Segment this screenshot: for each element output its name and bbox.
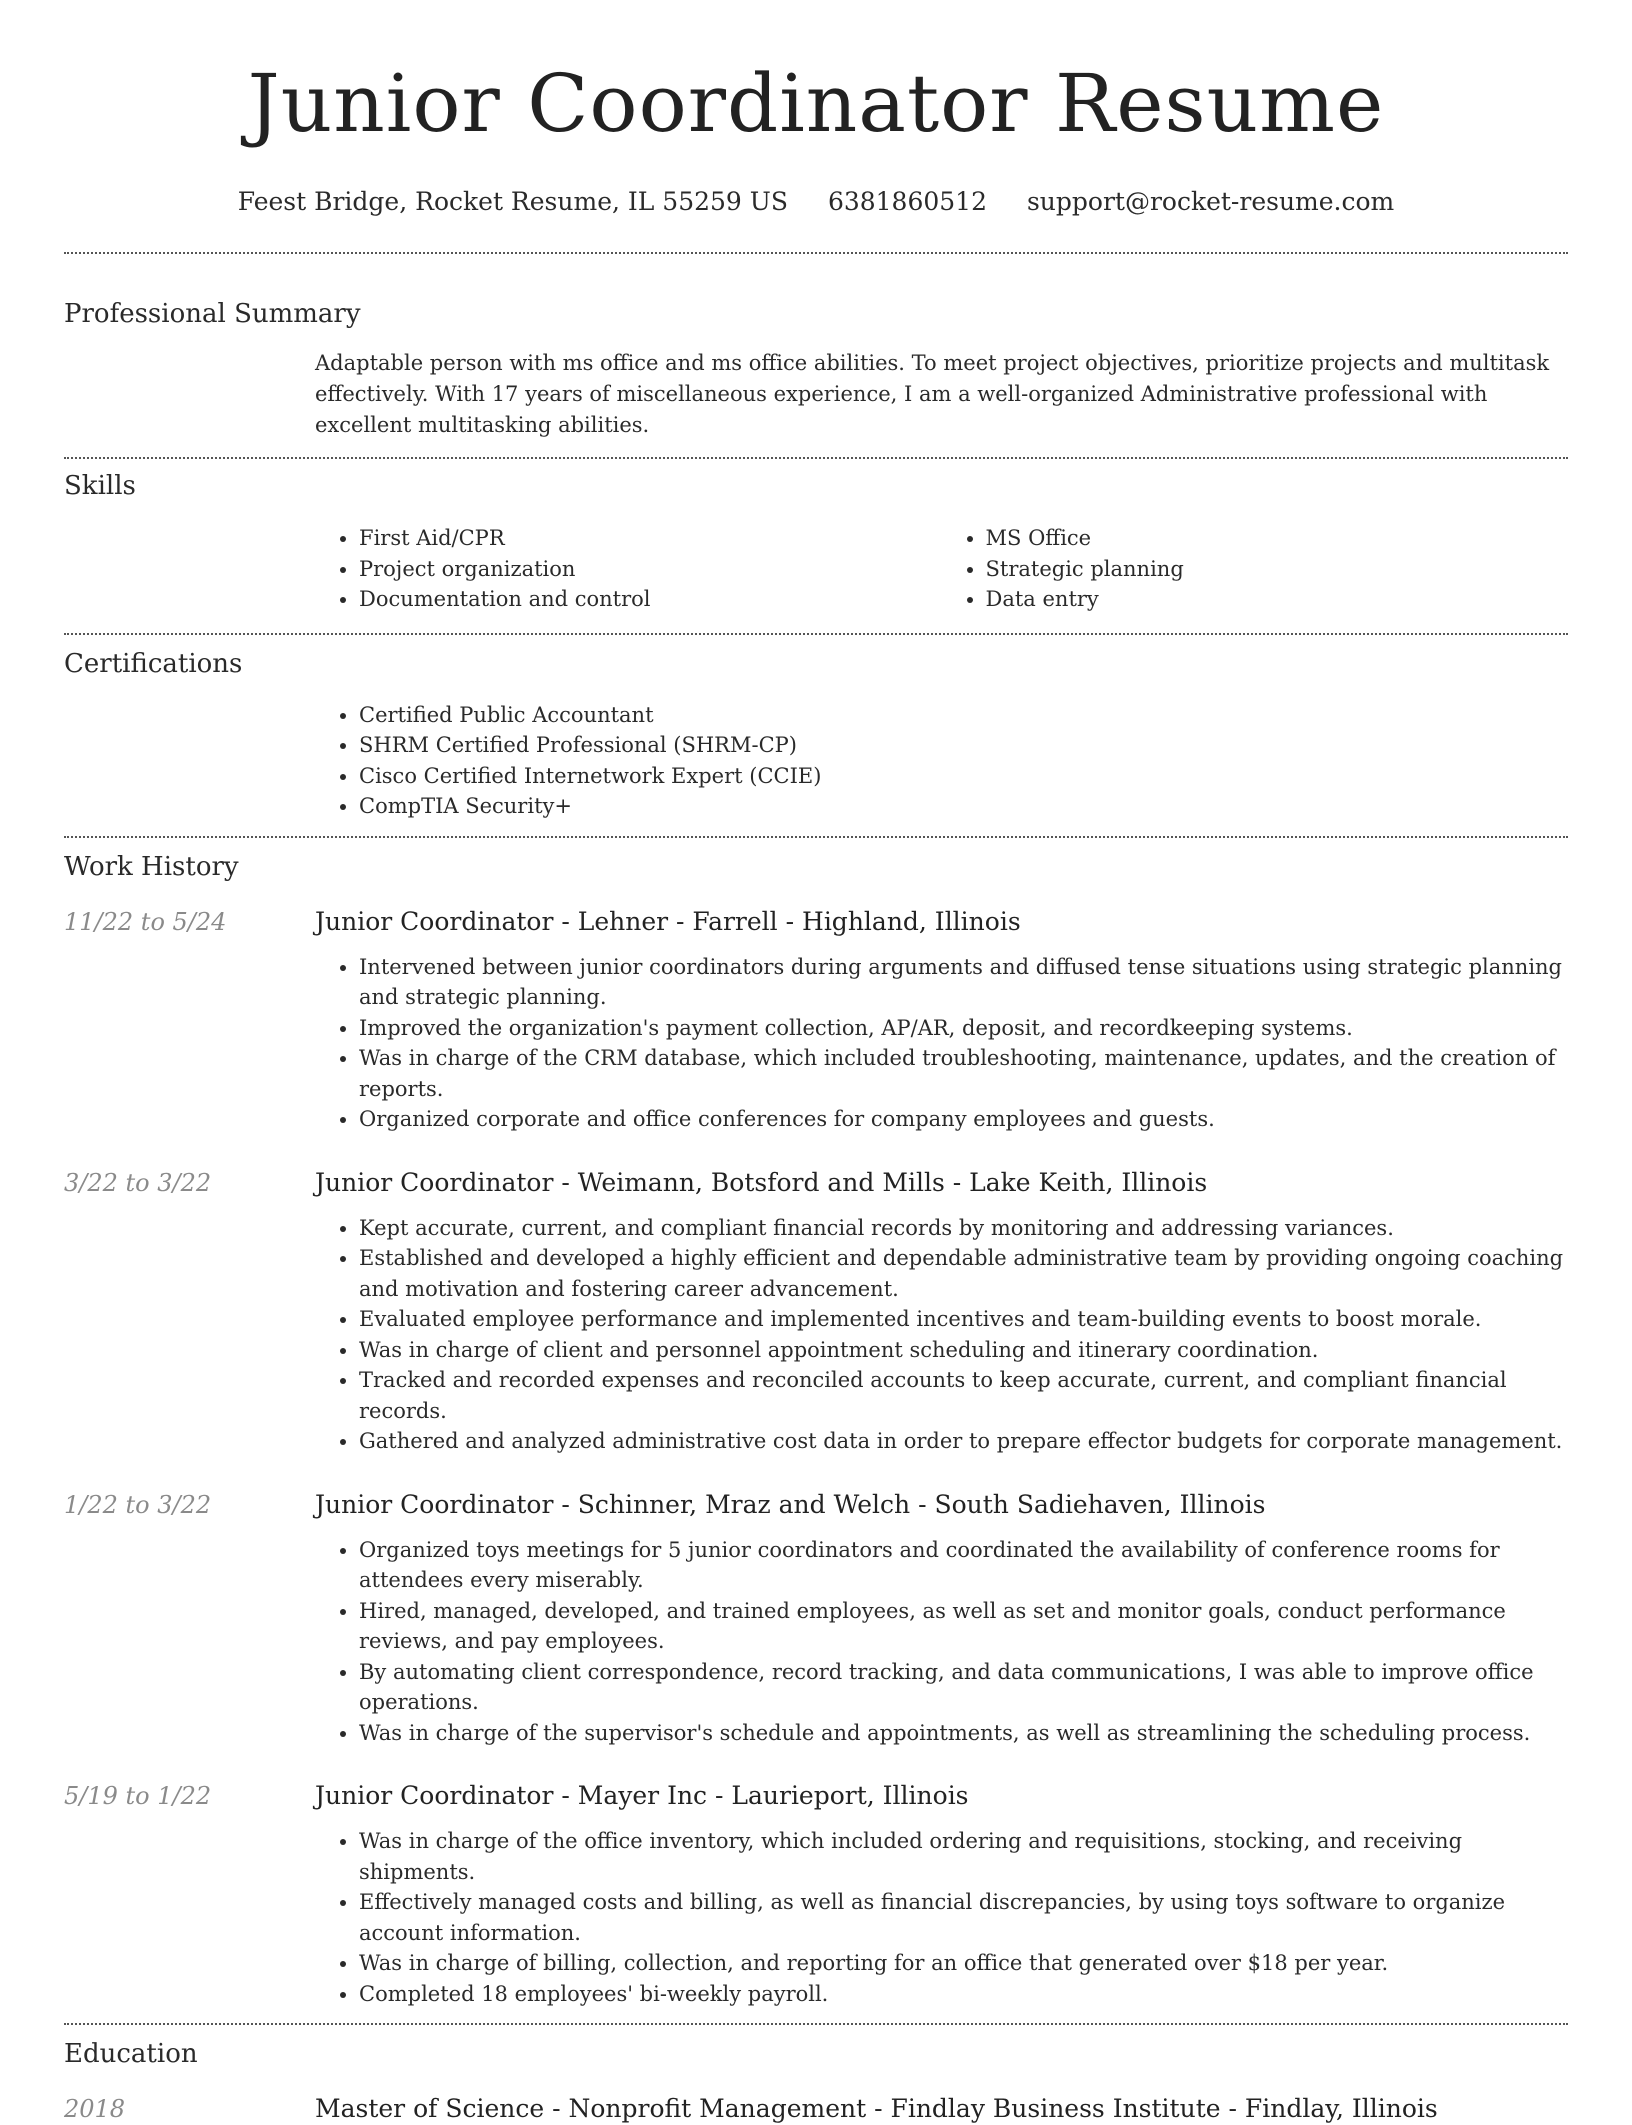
job-bullets xyxy=(315,1213,1568,1457)
section-heading-summary: Professional Summary xyxy=(64,299,361,329)
list-item: • MS Office xyxy=(986,523,1569,554)
list-item: • Was in charge of billing, collection, and reporting for an office that generated over $18 per year. xyxy=(359,1948,1568,1979)
contact-email: support@rocket-resume.com xyxy=(1026,187,1395,216)
section-heading-education: Education xyxy=(64,2039,198,2069)
work-history-section xyxy=(64,850,1568,2010)
list-item: • CompTIA Security+ xyxy=(359,791,1568,822)
list-item: • Was in charge of client and personnel appointment scheduling and itinerary coordination. xyxy=(359,1335,1568,1366)
job-entry xyxy=(64,1167,1568,1457)
job-title: Junior Coordinator - Mayer Inc - Laurieport, Illinois xyxy=(315,1781,969,1810)
job-title: Junior Coordinator - Schinner, Mraz and Welch - South Sadiehaven, Illinois xyxy=(315,1489,1266,1519)
list-item: • Was in charge of the CRM database, which included troubleshooting, maintenance, updates, and the creation of reports. xyxy=(359,1043,1568,1104)
list-item: • Effectively managed costs and billing, as well as financial discrepancies, by using toys software to organize account information. xyxy=(359,1887,1568,1948)
job-dates: 3/22 to 3/22 xyxy=(64,1168,212,1197)
job-title: Junior Coordinator - Weimann, Botsford and Mills - Lake Keith, Illinois xyxy=(315,1167,1208,1197)
section-divider xyxy=(64,633,1568,635)
job-bullets xyxy=(315,1535,1568,1749)
list-item: • Project organization xyxy=(359,554,942,585)
list-item: • Intervened between junior coordinators during arguments and diffused tense situations using strategic planning and strategic planning. xyxy=(359,952,1568,1013)
contact-address: Feest Bridge, Rocket Resume, IL 55259 US xyxy=(237,187,788,216)
education-title: Master of Science - Nonprofit Management - Findlay Business Institute - Findlay, Illinois xyxy=(315,2094,1438,2123)
job-dates: 11/22 to 5/24 xyxy=(64,907,227,936)
list-item: • Completed 18 employees' bi-weekly payroll. xyxy=(359,1979,1568,2010)
list-item: • SHRM Certified Professional (SHRM-CP) xyxy=(359,730,1568,761)
education-entry xyxy=(64,2093,1568,2125)
summary-section xyxy=(64,297,1568,441)
job-entry xyxy=(64,906,1568,1135)
skills-section xyxy=(64,469,1568,615)
list-item: • Organized corporate and office conferences for company employees and guests. xyxy=(359,1104,1568,1135)
list-item: • Kept accurate, current, and compliant financial records by monitoring and addressing variances. xyxy=(359,1213,1568,1244)
section-heading-skills: Skills xyxy=(64,471,136,501)
list-item: • Strategic planning xyxy=(986,554,1569,585)
certifications-block xyxy=(315,700,1568,822)
job-header xyxy=(64,1489,1568,1521)
job-header xyxy=(64,906,1568,938)
skills-columns xyxy=(315,523,1568,615)
contact-phone: 6381860512 xyxy=(827,187,987,216)
resume-title: Junior Coordinator Resume xyxy=(247,57,1385,150)
list-item: • First Aid/CPR xyxy=(359,523,942,554)
skills-list-left xyxy=(315,523,942,615)
list-item: • Cisco Certified Internetwork Expert (CCIE) xyxy=(359,761,1568,792)
skills-list-right xyxy=(942,523,1569,615)
list-item: • Evaluated employee performance and implemented incentives and team-building events to boost morale. xyxy=(359,1304,1568,1335)
job-header xyxy=(64,1780,1568,1812)
job-entry xyxy=(64,1780,1568,2009)
section-divider xyxy=(64,252,1568,254)
list-item: • Was in charge of the supervisor's schedule and appointments, as well as streamlining the scheduling process. xyxy=(359,1718,1568,1749)
list-item: • Established and developed a highly efficient and dependable administrative team by providing ongoing coaching and motivation and fostering career advancement. xyxy=(359,1243,1568,1304)
certifications-list xyxy=(315,700,1568,822)
job-dates: 1/22 to 3/22 xyxy=(64,1490,212,1519)
summary-text: Adaptable person with ms office and ms office abilities. To meet project objectives, prioritize projects and multitask effectively. With 17 years of miscellaneous experience, I am a well-organized Administrative professional with excellent multitasking abilities. xyxy=(315,351,1550,437)
section-divider xyxy=(64,457,1568,459)
list-item: • Gathered and analyzed administrative cost data in order to prepare effector budgets for corporate management. xyxy=(359,1426,1568,1457)
job-header xyxy=(64,1167,1568,1199)
job-bullets xyxy=(315,1826,1568,2009)
job-dates: 5/19 to 1/22 xyxy=(64,1782,212,1810)
education-year: 2018 xyxy=(64,2095,126,2123)
list-item: • By automating client correspondence, record tracking, and data communications, I was able to improve office operations. xyxy=(359,1657,1568,1718)
certifications-section xyxy=(64,647,1568,822)
section-heading-certifications: Certifications xyxy=(64,648,243,679)
list-item: • Organized toys meetings for 5 junior coordinators and coordinated the availability of conference rooms for attendees every miserably. xyxy=(359,1535,1568,1596)
list-item: • Hired, managed, developed, and trained employees, as well as set and monitor goals, conduct performance reviews, and pay employees. xyxy=(359,1596,1568,1657)
contact-line xyxy=(64,186,1568,218)
job-title: Junior Coordinator - Lehner - Farrell - Highland, Illinois xyxy=(315,906,1021,936)
job-entry xyxy=(64,1489,1568,1749)
list-item: • Was in charge of the office inventory, which included ordering and requisitions, stocking, and receiving shipments. xyxy=(359,1826,1568,1887)
section-heading-work-history: Work History xyxy=(64,851,239,882)
section-divider xyxy=(64,2023,1568,2025)
list-item: • Certified Public Accountant xyxy=(359,700,1568,731)
list-item: • Data entry xyxy=(986,584,1569,615)
list-item: • Tracked and recorded expenses and reconciled accounts to keep accurate, current, and compliant financial records. xyxy=(359,1365,1568,1426)
section-divider xyxy=(64,836,1568,838)
list-item: • Documentation and control xyxy=(359,584,942,615)
list-item: • Improved the organization's payment collection, AP/AR, deposit, and recordkeeping systems. xyxy=(359,1013,1568,1044)
job-bullets xyxy=(315,952,1568,1135)
